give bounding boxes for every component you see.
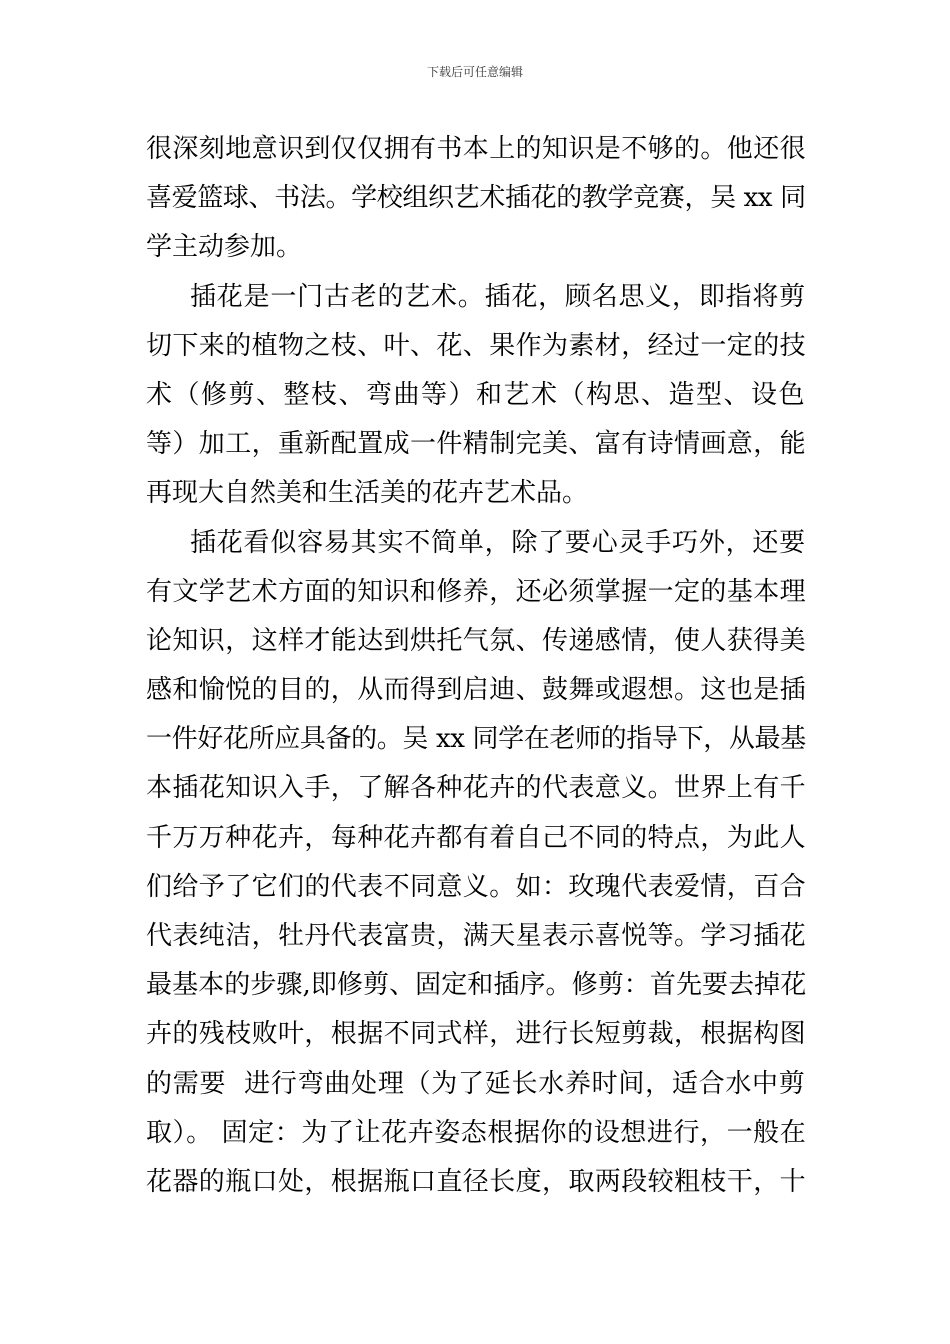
text-line: 的需要 进行弯曲处理（为了延长水养时间，适合水中剪 bbox=[146, 1068, 806, 1099]
text-line: 插花看似容易其实不简单，除了要心灵手巧外，还要 bbox=[190, 527, 806, 558]
page-header: 下载后可任意编辑 bbox=[426, 65, 523, 79]
text-line: 术（修剪、整枝、弯曲等）和艺术（构思、造型、设色 bbox=[146, 379, 807, 410]
text-line: 切下来的植物之枝、叶、花、果作为素材，经过一定的技 bbox=[146, 330, 807, 361]
text-line: 最基本的步骤,即修剪、固定和插序。修剪：首先要去掉花 bbox=[146, 970, 807, 1001]
text-line: 取）。 固定：为了让花卉姿态根据你的设想进行，一般在 bbox=[146, 1117, 807, 1148]
text-line: 本插花知识入手，了解各种花卉的代表意义。世界上有千 bbox=[146, 773, 807, 804]
text-line: 再现大自然美和生活美的花卉艺术品。 bbox=[146, 478, 589, 509]
text-line: 花器的瓶口处，根据瓶口直径长度，取两段较粗枝干，十 bbox=[146, 1166, 807, 1197]
text-line: 代表纯洁，牡丹代表富贵，满天星表示喜悦等。学习插花 bbox=[146, 921, 807, 951]
text-line: 有文学艺术方面的知识和修养，还必须掌握一定的基本理 bbox=[146, 576, 807, 607]
text-line: 插花是一门古老的艺术。插花，顾名思义，即指将剪 bbox=[190, 281, 806, 312]
text-line: 千万万种花卉，每种花卉都有着自己不同的特点，为此人 bbox=[146, 822, 807, 853]
text-line: 论知识，这样才能达到烘托气氛、传递感情，使人获得美 bbox=[146, 625, 807, 656]
text-line: 卉的残枝败叶，根据不同式样，进行长短剪裁，根据构图 bbox=[146, 1019, 807, 1050]
document-body bbox=[146, 125, 806, 1207]
text-line: 等）加工，重新配置成一件精制完美、富有诗情画意，能 bbox=[146, 429, 807, 460]
text-line: 喜爱篮球、书法。学校组织艺术插花的教学竞赛，吴 xx 同 bbox=[146, 183, 806, 214]
text-line: 一件好花所应具备的。吴 xx 同学在老师的指导下，从最基 bbox=[146, 724, 806, 755]
text-line: 们给予了它们的代表不同意义。如：玫瑰代表爱情，百合 bbox=[146, 871, 807, 902]
text-line: 学主动参加。 bbox=[146, 232, 303, 263]
text-line: 感和愉悦的目的，从而得到启迪、鼓舞或遐想。这也是插 bbox=[146, 675, 807, 706]
text-line: 很深刻地意识到仅仅拥有书本上的知识是不够的。他还很 bbox=[146, 134, 807, 164]
